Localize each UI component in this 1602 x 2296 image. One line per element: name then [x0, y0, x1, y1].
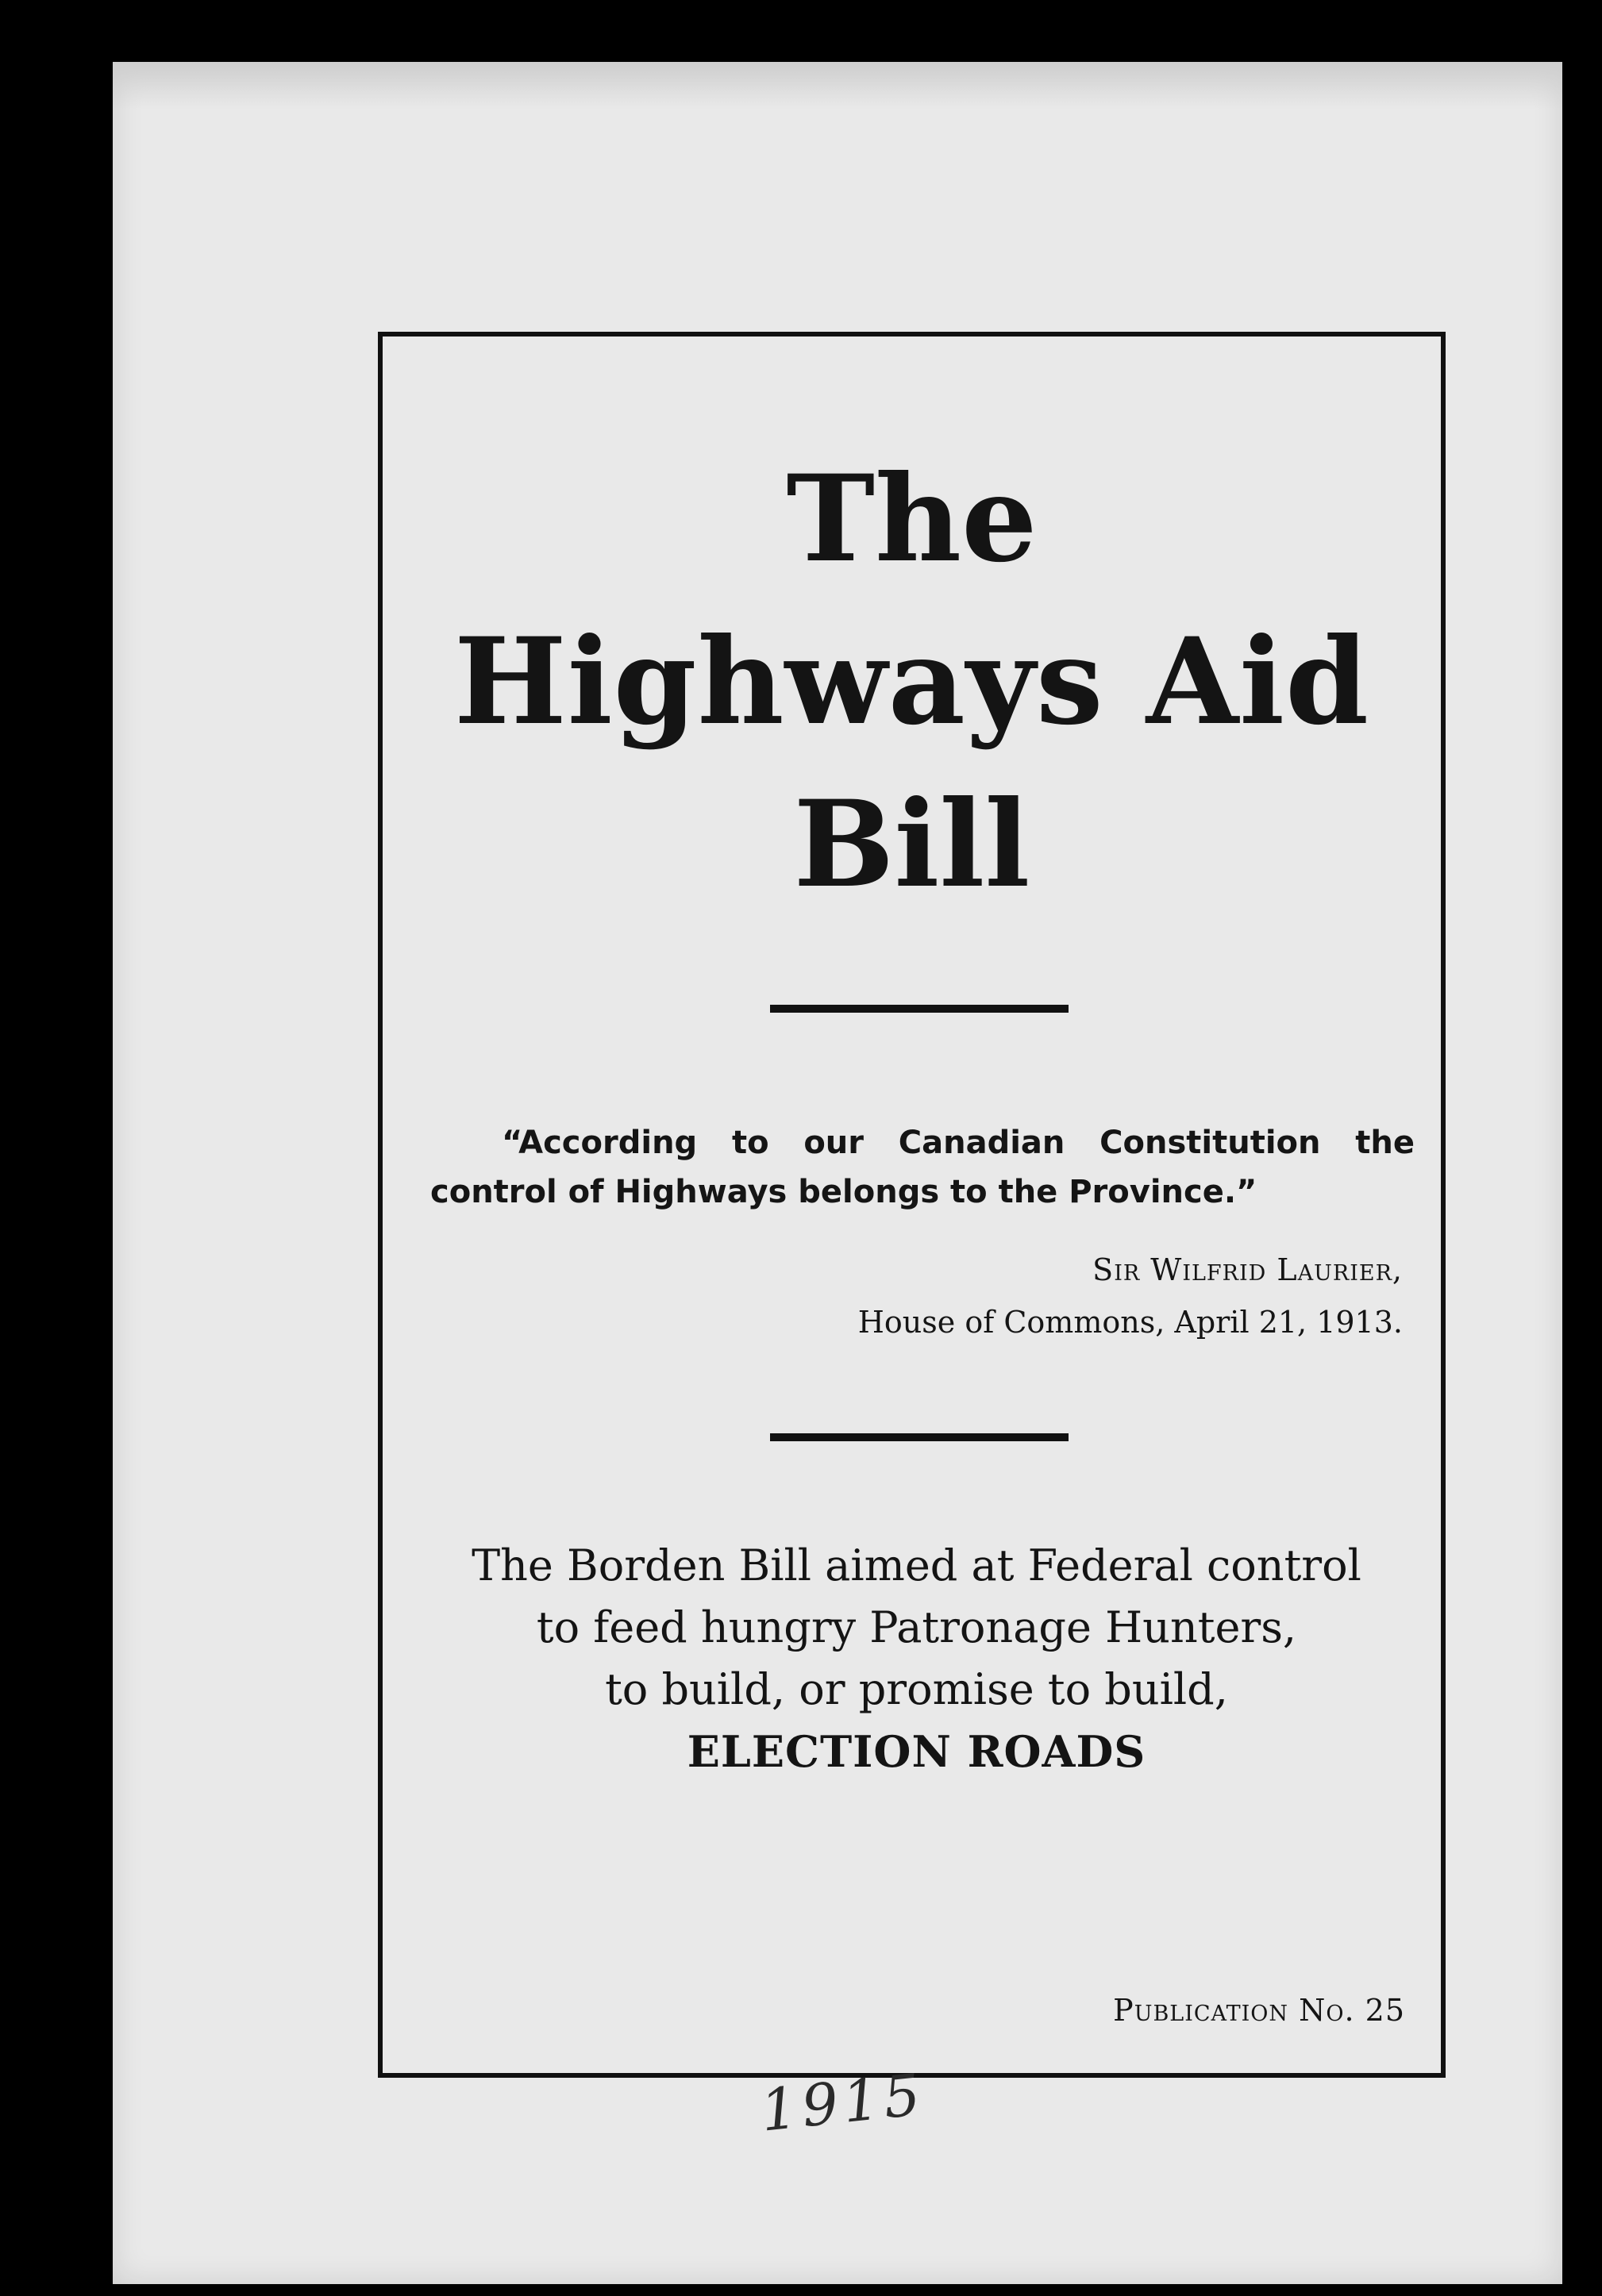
body-statement	[383, 1535, 1450, 1783]
cover-frame	[378, 332, 1446, 2078]
page-shadow	[113, 62, 1562, 110]
body-line-4-election-roads: ELECTION ROADS	[687, 1726, 1146, 1777]
title-line-2: Highways Aid	[453, 612, 1370, 752]
quote-source: House of Commons, April 21, 1913.	[857, 1305, 1403, 1340]
body-line-3: to build, or promise to build,	[605, 1664, 1228, 1714]
document-page	[113, 62, 1562, 2284]
quote-author: Sir Wilfrid Laurier,	[1092, 1252, 1403, 1287]
body-line-1: The Borden Bill aimed at Federal control	[472, 1540, 1361, 1590]
title-line-3: Bill	[793, 775, 1030, 914]
body-line-2: to feed hungry Patronage Hunters,	[536, 1602, 1297, 1652]
laurier-quote: “According to our Canadian Constitution the control of Highways belongs to the Province.”	[430, 1125, 1415, 1210]
publication-number: Publication No. 25	[1113, 1993, 1405, 2028]
title-line-1: The	[786, 449, 1038, 589]
divider-rule-bottom	[770, 1433, 1069, 1441]
divider-rule-top	[770, 1005, 1069, 1013]
handwritten-year: 1915	[757, 2060, 929, 2144]
